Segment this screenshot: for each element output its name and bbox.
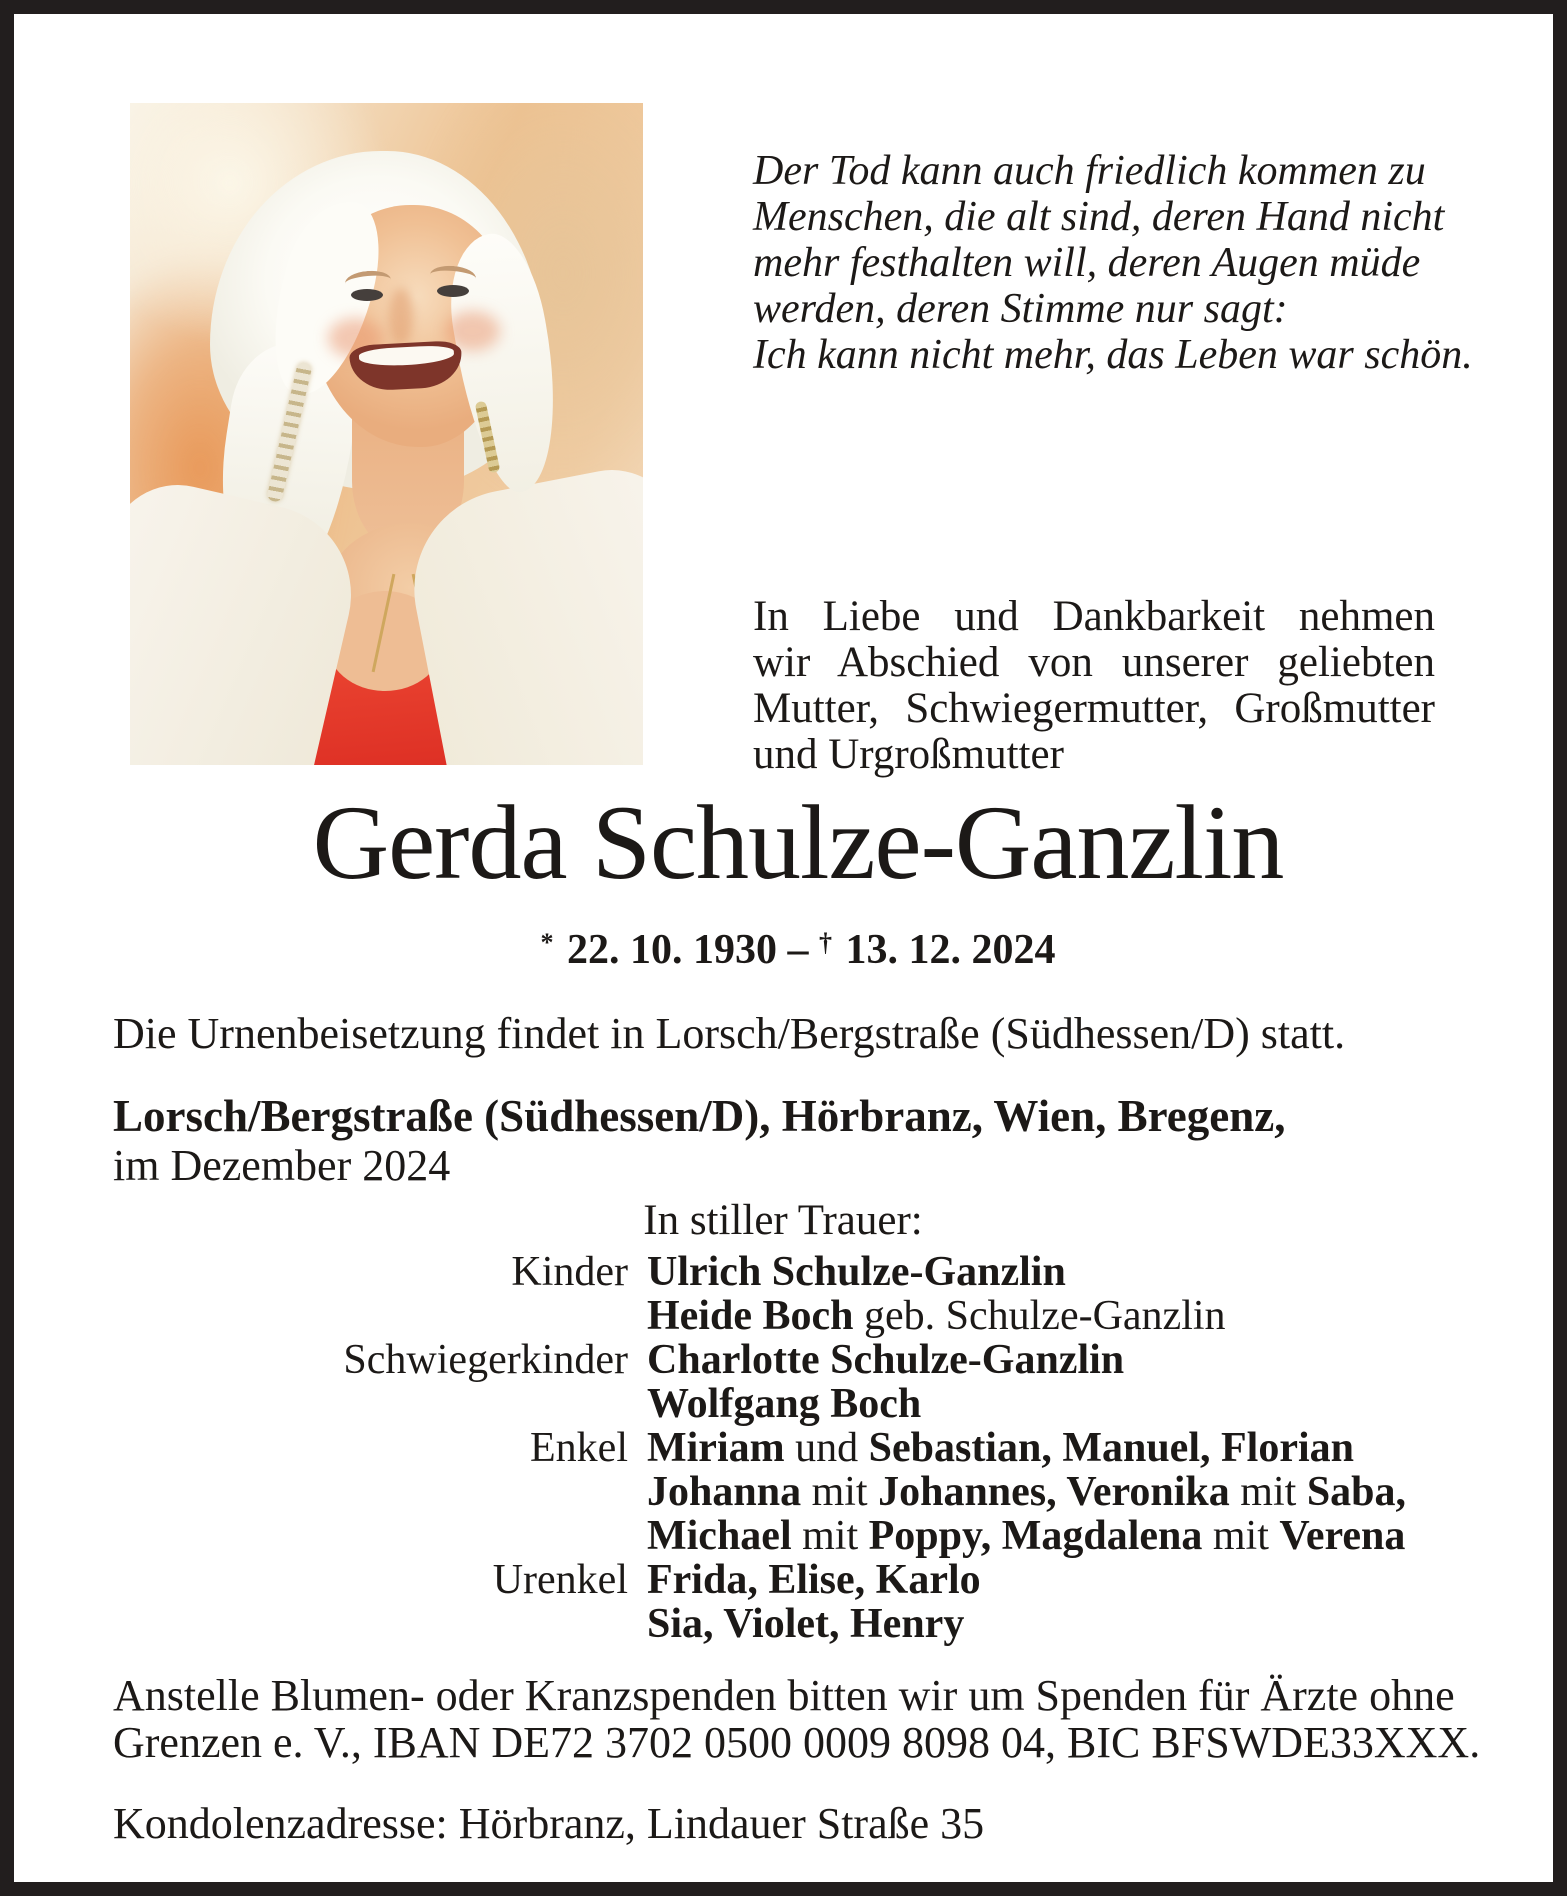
memorial-poem [753,148,1473,378]
family-role-label: Urenkel [492,1557,628,1603]
family-role-label [113,1514,628,1558]
family-role-label [113,1470,628,1514]
family-row [113,1426,1487,1470]
family-names: Miriam und Sebastian, Manuel, Florian [647,1425,1354,1471]
family-names: Johanna mit Johannes, Veronika mit Saba, [647,1469,1407,1515]
family-names: Michael mit Poppy, Magdalena mit Verena [647,1513,1406,1559]
poem-line: Menschen, die alt sind, deren Hand nicht [753,194,1445,240]
family-role-label [113,1602,628,1646]
family-names: Frida, Elise, Karlo [647,1557,981,1603]
portrait-photo [130,103,643,765]
life-dates [113,926,1483,974]
dates-separator: – [787,927,819,973]
family-row [113,1602,1487,1646]
farewell-line: Mutter, Schwiegermutter, Großmutter [753,685,1435,732]
family-names: Heide Boch geb. Schulze-Ganzlin [647,1293,1226,1339]
farewell-line: wir Abschied von unserer geliebten [753,639,1435,686]
family-role-label [113,1294,628,1338]
family-row [113,1558,1487,1602]
family-role-label: Enkel [530,1425,628,1471]
family-names: Charlotte Schulze-Ganzlin [647,1337,1125,1383]
mourning-header: In stiller Trauer: [643,1197,923,1244]
family-role-label: Schwiegerkinder [343,1337,628,1383]
poem-line: Der Tod kann auch friedlich kommen zu [753,148,1426,194]
birth-star-symbol: * [540,928,554,958]
eye [437,285,469,297]
family-list [113,1250,1487,1646]
deceased-name: Gerda Schulze-Ganzlin [312,784,1284,901]
condolence-address: Kondolenzadresse: Hörbranz, Lindauer Straße 35 [113,1799,985,1848]
donation-line: Grenzen e. V., IBAN DE72 3702 0500 0009 8098 04, BIC BFSWDE33XXX. [113,1718,1481,1767]
donation-request [113,1672,1480,1766]
places-line: Lorsch/Bergstraße (Südhessen/D), Hörbranz, Wien, Bregenz, [113,1091,1286,1141]
poem-line: werden, deren Stimme nur sagt: [753,286,1288,332]
farewell-line: In Liebe und Dankbarkeit nehmen [753,593,1435,640]
family-row [113,1470,1487,1514]
death-date: 13. 12. 2024 [835,927,1056,973]
family-row [113,1338,1487,1382]
farewell-text [753,594,1435,778]
date-line: im Dezember 2024 [113,1141,451,1190]
donation-line: Anstelle Blumen- oder Kranzspenden bitten wir um Spenden für Ärzte ohne [113,1671,1455,1720]
nose [389,288,413,346]
eye [351,289,383,301]
birth-date: 22. 10. 1930 [556,927,788,973]
poem-line: mehr festhalten will, deren Augen müde [753,240,1421,286]
family-names: Ulrich Schulze-Ganzlin [647,1249,1066,1295]
poem-line: Ich kann nicht mehr, das Leben war schön. [753,332,1473,378]
family-row [113,1294,1487,1338]
family-row [113,1250,1487,1294]
family-role-label [113,1382,628,1426]
family-row [113,1382,1487,1426]
death-cross-symbol: † [819,928,833,958]
family-names: Sia, Violet, Henry [647,1601,965,1647]
family-row [113,1514,1487,1558]
farewell-line: und Urgroßmutter [753,731,1064,778]
burial-announcement: Die Urnenbeisetzung findet in Lorsch/Bergstraße (Südhessen/D) statt. [113,1009,1346,1058]
family-role-label: Kinder [511,1249,628,1295]
family-names: Wolfgang Boch [647,1381,922,1427]
